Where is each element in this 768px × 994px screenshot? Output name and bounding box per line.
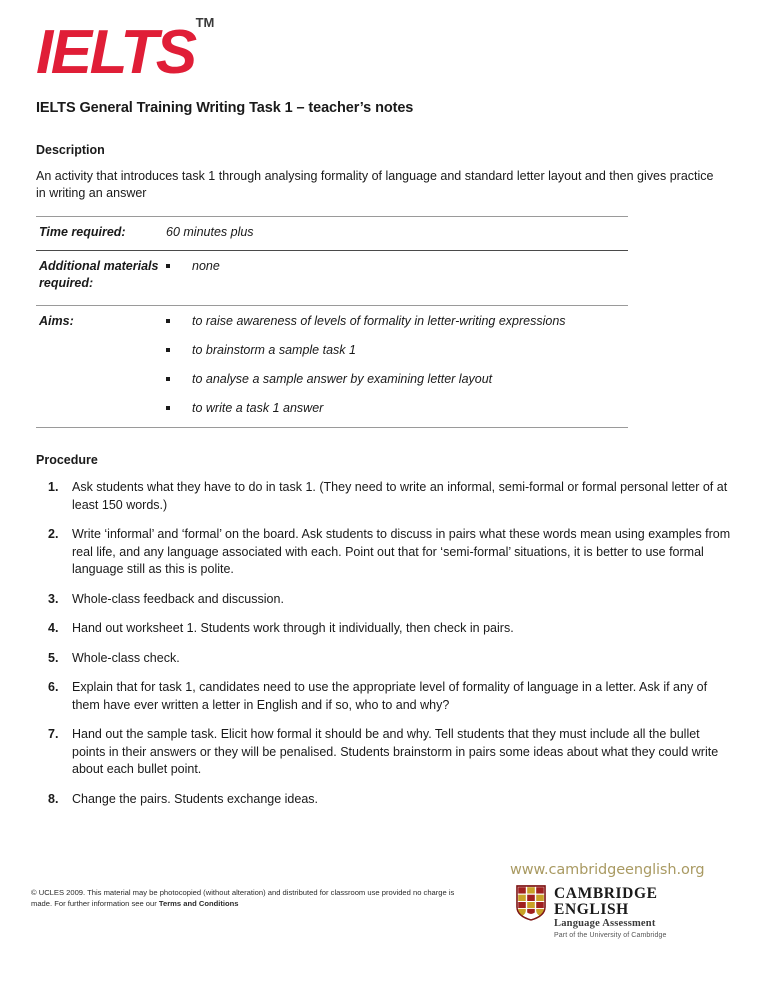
procedure-step	[36, 620, 732, 638]
cambridge-url[interactable]: www.cambridgeenglish.org	[510, 862, 705, 878]
list-item: to write a task 1 answer	[166, 400, 628, 416]
table-row-additional-materials	[36, 251, 628, 306]
procedure-step	[36, 726, 732, 779]
step-number: 3.	[48, 591, 59, 606]
copyright-line-2: use provided no charge is made. For further information see our	[31, 888, 455, 908]
table-row-aims	[36, 306, 628, 428]
aims-list	[166, 313, 628, 416]
aims-value	[166, 306, 628, 428]
step-text: Explain that for task 1, candidates need to use the appropriate level of formality of language in a letter. Ask if any of them have ever written a letter in English and if so, who to and why?	[72, 680, 708, 712]
lesson-info-table	[36, 216, 628, 428]
procedure-step	[36, 650, 732, 668]
ielts-logo	[36, 15, 215, 87]
copyright-notice	[31, 888, 461, 909]
procedure-step	[36, 526, 732, 579]
step-text: Hand out the sample task. Elicit how formal it should be and why. Tell students that they must include all the bullet points in their answers or they will be penalised. Students brainstorm in pairs some ideas about what they could write about each bullet point.	[72, 727, 719, 776]
step-text: Whole-class check.	[72, 650, 180, 665]
cambridge-brand-tagline: Part of the University of Cambridge	[554, 932, 667, 939]
page-title: IELTS General Training Writing Task 1 – teacher’s notes	[36, 100, 414, 116]
additional-materials-list	[166, 258, 628, 274]
copyright-line-1: © UCLES 2009. This material may be photocopied (without alteration) and distributed for classroom	[31, 888, 366, 897]
list-item: to analyse a sample answer by examining letter layout	[166, 371, 628, 387]
additional-materials-label: Additional materials required:	[39, 259, 159, 290]
time-required-value: 60 minutes plus	[166, 225, 254, 239]
trademark-icon: TM	[195, 15, 215, 31]
cambridge-brand-block	[496, 862, 736, 941]
procedure-step	[36, 791, 732, 809]
table-row-time-required	[36, 217, 628, 251]
step-text: Change the pairs. Students exchange ideas.	[72, 791, 319, 806]
step-text: Whole-class feedback and discussion.	[72, 591, 284, 606]
step-number: 7.	[48, 727, 59, 741]
list-item: to raise awareness of levels of formality in letter-writing expressions	[166, 313, 628, 329]
step-text: Ask students what they have to do in task 1. (They need to write an informal, semi-formal or formal personal letter of at least 150 words.)	[72, 480, 728, 512]
ielts-logo-text: IELTS	[36, 18, 195, 87]
step-number: 2.	[48, 527, 59, 541]
step-text: Write ‘informal’ and ‘formal’ on the board. Ask students to discuss in pairs what these words mean using examples from real life, and any language associated with each. Point out that for ‘semi-formal’ situations, it is better to use formal language still as this is polite.	[72, 527, 731, 576]
cambridge-wordmark	[554, 885, 736, 941]
ielts-logo-block	[36, 0, 732, 96]
cambridge-brand-name: CAMBRIDGE ENGLISH	[554, 885, 658, 918]
step-number: 8.	[48, 791, 59, 806]
list-item: to brainstorm a sample task 1	[166, 342, 628, 358]
aims-label: Aims:	[39, 314, 74, 328]
description-body: An activity that introduces task 1 through analysing formality of language and standard letter layout and then gives practice in writing an answer	[36, 169, 714, 200]
additional-materials-value	[166, 251, 628, 306]
cambridge-lockup	[516, 885, 736, 941]
procedure-step	[36, 679, 732, 714]
step-text: Hand out worksheet 1. Students work through it individually, then check in pairs.	[72, 621, 514, 635]
cambridge-crest-icon	[516, 885, 546, 921]
step-number: 6.	[48, 680, 59, 694]
terms-and-conditions-link[interactable]: Terms and Conditions	[158, 898, 239, 908]
time-required-label: Time required:	[39, 225, 126, 239]
procedure-heading: Procedure	[36, 453, 98, 467]
step-number: 1.	[48, 480, 59, 494]
list-item: none	[166, 258, 628, 274]
procedure-list	[36, 479, 732, 808]
page-footer	[0, 862, 768, 994]
cambridge-brand-sub: Language Assessment	[554, 918, 656, 929]
description-heading: Description	[36, 143, 105, 157]
step-number: 4.	[48, 621, 59, 635]
procedure-step	[36, 591, 732, 609]
procedure-step	[36, 479, 732, 514]
step-number: 5.	[48, 650, 59, 665]
